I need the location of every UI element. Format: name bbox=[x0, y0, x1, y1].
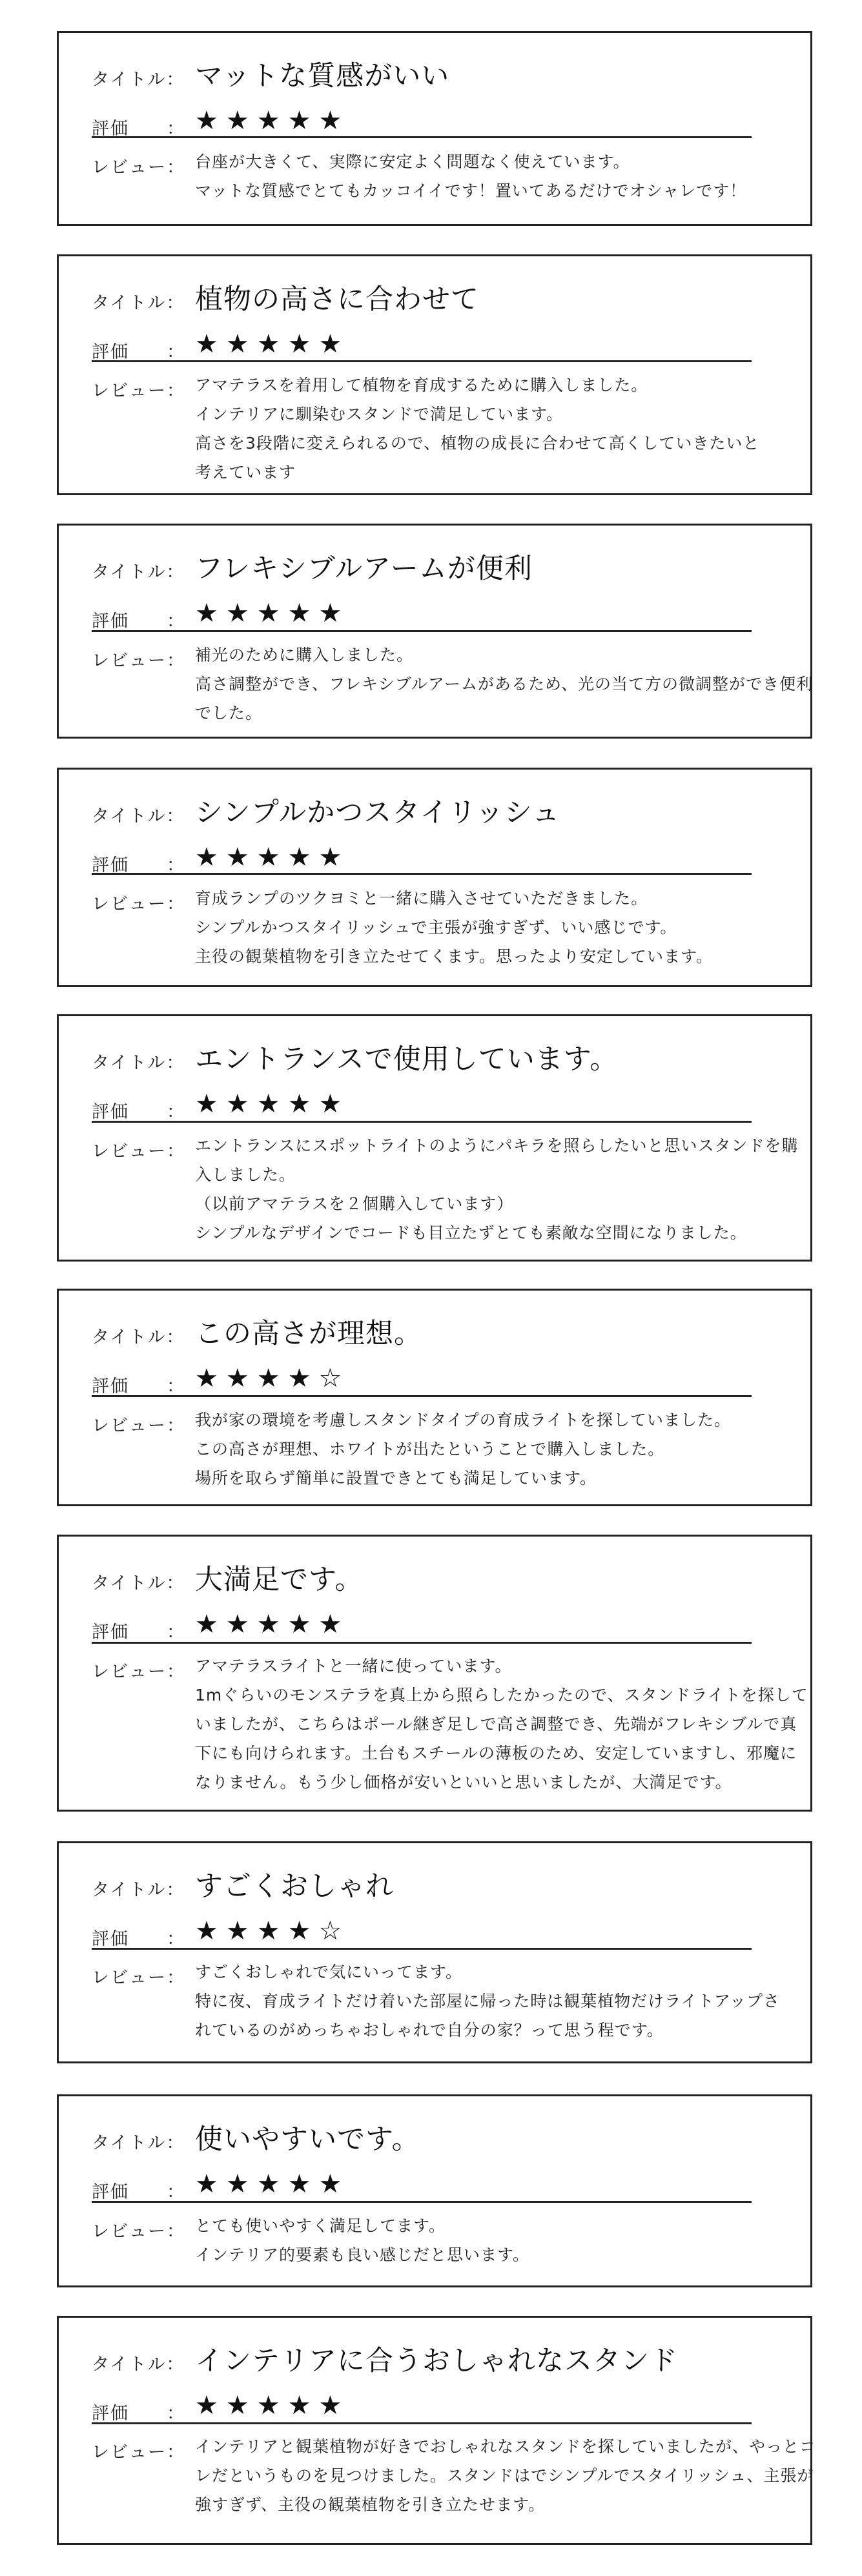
review-card-body bbox=[92, 770, 752, 985]
review-card bbox=[57, 524, 812, 739]
title-label: タイトル： bbox=[92, 2133, 185, 2153]
review-text bbox=[195, 884, 752, 971]
rating-label: 評価 bbox=[92, 1102, 129, 1122]
review-card bbox=[57, 768, 812, 987]
review-card bbox=[57, 31, 812, 226]
review-title: この高さが理想。 bbox=[195, 1318, 422, 1350]
review-line: とても使いやすく満足してます。 bbox=[195, 2216, 446, 2235]
rating-colon: ： bbox=[167, 1102, 185, 1122]
review-line: アマテラスを着用して植物を育成するために購入しました。 bbox=[195, 376, 648, 394]
review-card-body bbox=[92, 1537, 808, 1810]
divider bbox=[92, 630, 752, 632]
review-card bbox=[57, 1535, 812, 1812]
review-title: シンプルかつスタイリッシュ bbox=[195, 797, 560, 829]
rating-label: 評価 bbox=[92, 1376, 129, 1396]
review-card-body bbox=[92, 2096, 752, 2285]
divider bbox=[92, 873, 752, 875]
review-title: 大満足です。 bbox=[195, 1564, 364, 1596]
rating-stars: ★★★★★ bbox=[195, 843, 350, 872]
review-line: 我が家の環境を考慮しスタンドタイプの育成ライトを探していました。 bbox=[195, 1411, 732, 1429]
rating-colon: ： bbox=[167, 1376, 185, 1396]
review-text bbox=[195, 147, 752, 205]
review-line: 1mぐらいのモンステラを真上から照らしたかったので、スタンドライトを探して bbox=[195, 1686, 808, 1704]
review-card bbox=[57, 1841, 812, 2063]
review-card bbox=[57, 1289, 812, 1506]
review-text bbox=[195, 2432, 817, 2519]
review-line: れているのがめっちゃおしゃれで自分の家？って思う程です。 bbox=[195, 2021, 664, 2039]
title-label: タイトル： bbox=[92, 806, 185, 826]
rating-stars: ★★★★★ bbox=[195, 2169, 350, 2199]
rating-label: 評価 bbox=[92, 2404, 129, 2424]
review-line: アマテラスライトと一緒に使っています。 bbox=[195, 1657, 512, 1675]
review-line: でした。 bbox=[195, 704, 263, 722]
review-text bbox=[195, 1406, 752, 1493]
rating-stars: ★★★★☆ bbox=[195, 1916, 350, 1946]
rating-stars: ★★★★★ bbox=[195, 1089, 350, 1119]
title-label: タイトル： bbox=[92, 562, 185, 582]
review-text bbox=[195, 371, 760, 487]
divider bbox=[92, 1948, 752, 1950]
divider bbox=[92, 1395, 752, 1397]
review-line: いましたが、こちらはポール継ぎ足しで高さ調整でき、先端がフレキシブルで真 bbox=[195, 1715, 797, 1733]
review-label: レビュー： bbox=[92, 1141, 185, 1161]
review-line: 場所を取らず簡単に設置できとても満足しています。 bbox=[195, 1469, 597, 1487]
rating-label: 評価 bbox=[92, 2182, 129, 2202]
review-title: インテリアに合うおしゃれなスタンド bbox=[195, 2345, 678, 2377]
review-line: 台座が大きくて、実際に安定よく問題なく使えています。 bbox=[195, 152, 630, 171]
rating-stars: ★★★★★ bbox=[195, 2391, 350, 2420]
review-line: インテリア的要素も良い感じだと思います。 bbox=[195, 2245, 530, 2264]
rating-label: 評価 bbox=[92, 119, 129, 139]
review-line: 育成ランプのツクヨミと一緒に購入させていただきました。 bbox=[195, 889, 648, 908]
review-card bbox=[57, 1014, 812, 1262]
review-text bbox=[195, 2211, 752, 2269]
divider bbox=[92, 1642, 752, 1644]
review-title: 使いやすいです。 bbox=[195, 2123, 420, 2156]
review-line: マットな質感でとてもカッコイイです！置いてあるだけでオシャレです！ bbox=[195, 181, 747, 200]
review-text bbox=[195, 1651, 808, 1797]
review-label: レビュー： bbox=[92, 381, 185, 401]
review-label: レビュー： bbox=[92, 894, 185, 914]
review-line: なりません。もう少し価格が安いといいと思いましたが、大満足です。 bbox=[195, 1773, 732, 1792]
review-label: レビュー： bbox=[92, 1968, 185, 1988]
title-label: タイトル： bbox=[92, 293, 185, 313]
title-label: タイトル： bbox=[92, 1573, 185, 1593]
review-line: 強すぎず、主役の観葉植物を引き立たせます。 bbox=[195, 2495, 546, 2514]
divider bbox=[92, 1121, 752, 1123]
review-line: インテリアに馴染むスタンドで満足しています。 bbox=[195, 405, 564, 424]
review-line: 補光のために購入しました。 bbox=[195, 646, 414, 664]
divider bbox=[92, 2422, 752, 2424]
review-line: レだというものを見つけました。スタンドはでシンプルでスタイリッシュ、主張が bbox=[195, 2466, 814, 2485]
rating-colon: ： bbox=[167, 119, 185, 139]
rating-stars: ★★★★★ bbox=[195, 329, 350, 359]
title-label: タイトル： bbox=[92, 70, 185, 90]
review-line: シンプルかつスタイリッシュで主張が強すぎず、いい感じです。 bbox=[195, 918, 677, 937]
rating-colon: ： bbox=[167, 2404, 185, 2424]
review-card bbox=[57, 2094, 812, 2287]
review-label: レビュー： bbox=[92, 1662, 185, 1682]
review-text bbox=[195, 1958, 781, 2045]
review-card-body bbox=[92, 1016, 799, 1260]
divider bbox=[92, 136, 752, 138]
title-label: タイトル： bbox=[92, 2355, 185, 2375]
rating-colon: ： bbox=[167, 855, 185, 875]
review-title: すごくおしゃれ bbox=[195, 1870, 394, 1903]
review-line: 考えています bbox=[195, 463, 296, 482]
review-label: レビュー： bbox=[92, 158, 185, 178]
rating-colon: ： bbox=[167, 342, 185, 362]
review-line: 入しました。 bbox=[195, 1165, 296, 1184]
review-line: 特に夜、育成ライトだけ着いた部屋に帰った時は観葉植物だけライトアップさ bbox=[195, 1992, 781, 2010]
review-card-body bbox=[92, 33, 752, 224]
review-line: シンプルなデザインでコードも目立たずとても素敵な空間になりました。 bbox=[195, 1223, 747, 1242]
rating-label: 評価 bbox=[92, 855, 129, 875]
review-line: 主役の観葉植物を引き立たせてくます。思ったより安定しています。 bbox=[195, 947, 713, 966]
review-title: フレキシブルアームが便利 bbox=[195, 553, 533, 585]
title-label: タイトル： bbox=[92, 1327, 185, 1347]
review-card-body bbox=[92, 256, 760, 493]
review-line: 下にも向けられます。土台もスチールの薄板のため、安定していますし、邪魔に bbox=[195, 1744, 797, 1763]
review-card-body bbox=[92, 1291, 752, 1504]
title-label: タイトル： bbox=[92, 1053, 185, 1073]
rating-label: 評価 bbox=[92, 342, 129, 362]
review-line: 高さを3段階に変えられるので、植物の成長に合わせて高くしていきたいと bbox=[195, 434, 760, 453]
review-line: 高さ調整ができ、フレキシブルアームがあるため、光の当て方の微調整ができ便利 bbox=[195, 675, 814, 693]
review-label: レビュー： bbox=[92, 1416, 185, 1436]
rating-colon: ： bbox=[167, 611, 185, 631]
rating-label: 評価 bbox=[92, 1622, 129, 1642]
review-card-body bbox=[92, 2318, 817, 2543]
rating-colon: ： bbox=[167, 2182, 185, 2202]
rating-stars: ★★★★★ bbox=[195, 106, 350, 136]
rating-colon: ： bbox=[167, 1622, 185, 1642]
rating-stars: ★★★★★ bbox=[195, 598, 350, 628]
review-card-body bbox=[92, 526, 814, 737]
divider bbox=[92, 2201, 752, 2203]
review-line: （以前アマテラスを２個購入しています） bbox=[195, 1194, 514, 1213]
review-line: この高さが理想、ホワイトが出たということで購入しました。 bbox=[195, 1440, 665, 1458]
review-line: インテリアと観葉植物が好きでおしゃれなスタンドを探していましたが、やっとコ bbox=[195, 2437, 817, 2456]
review-title: 植物の高さに合わせて bbox=[195, 283, 479, 316]
divider bbox=[92, 360, 752, 362]
review-card-body bbox=[92, 1843, 781, 2061]
review-title: エントランスで使用しています。 bbox=[195, 1043, 619, 1076]
review-text bbox=[195, 640, 814, 728]
rating-label: 評価 bbox=[92, 611, 129, 631]
review-label: レビュー： bbox=[92, 2442, 185, 2462]
review-text bbox=[195, 1131, 799, 1247]
rating-stars: ★★★★★ bbox=[195, 1610, 350, 1639]
title-label: タイトル： bbox=[92, 1880, 185, 1900]
review-title: マットな質感がいい bbox=[195, 60, 450, 92]
review-label: レビュー： bbox=[92, 2222, 185, 2242]
review-card bbox=[57, 2316, 817, 2545]
rating-stars: ★★★★☆ bbox=[195, 1364, 350, 1393]
review-line: すごくおしゃれで気にいってます。 bbox=[195, 1963, 463, 1981]
rating-colon: ： bbox=[167, 1929, 185, 1949]
review-line: エントランスにスポットライトのようにパキラを照らしたいと思いスタンドを購 bbox=[195, 1136, 799, 1155]
review-card bbox=[57, 254, 812, 495]
review-label: レビュー： bbox=[92, 651, 185, 671]
rating-label: 評価 bbox=[92, 1929, 129, 1949]
